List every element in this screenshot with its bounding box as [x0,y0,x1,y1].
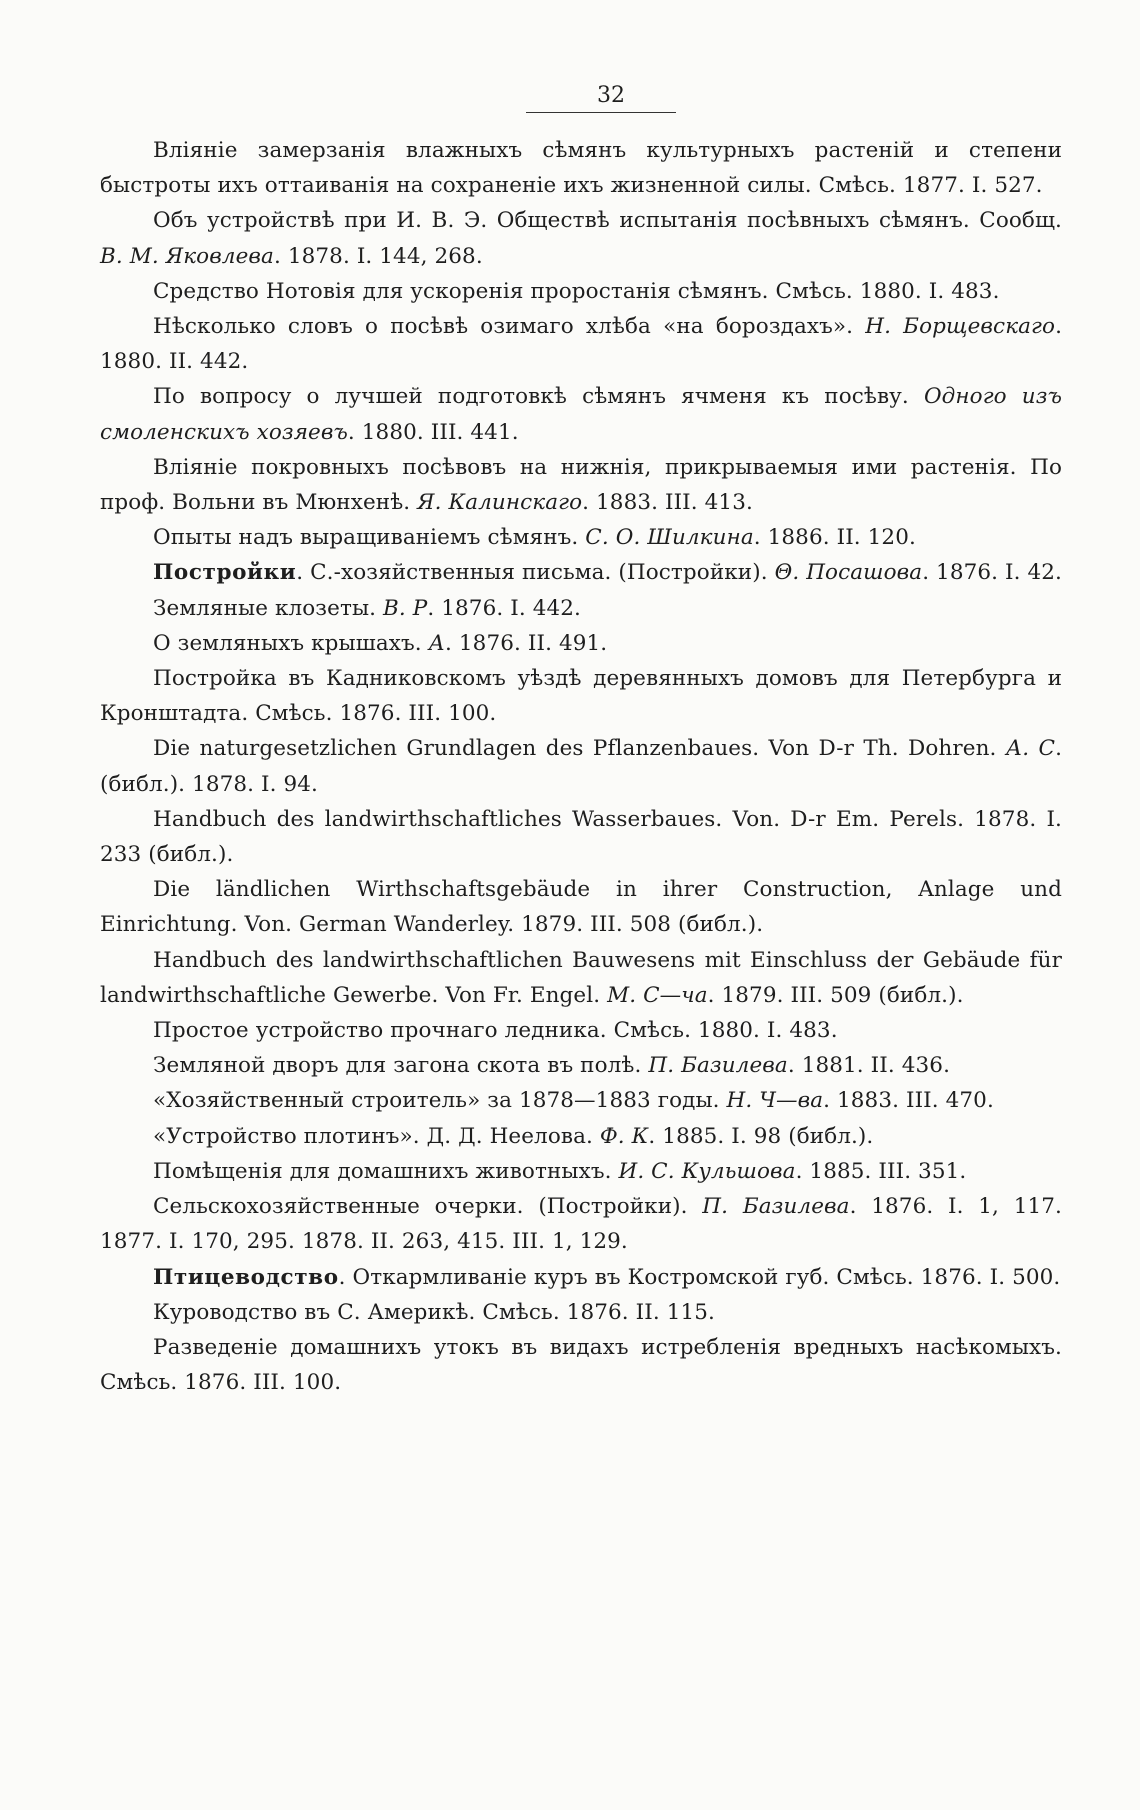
bibliography-entry [100,1295,1062,1330]
bibliography-entry [100,802,1062,872]
bibliography-entry [100,1189,1062,1259]
bibliography-entry [100,1013,1062,1048]
entry-text: «Устройство плотинъ». Д. Д. Неелова. [153,1123,600,1149]
bibliography-entry [100,203,1062,273]
bibliography-entry [100,133,1062,203]
page-number: 32 [597,83,625,108]
entry-text: Handbuch des landwirthschaftliches Wasserbaues. Von. D-r Em. Perels. 1878. I. 233 (библ.). [100,806,1062,868]
entry-citation: . 1876. II. 491. [445,630,608,656]
entry-author: Н. Ч—ва [726,1088,824,1114]
entry-citation: . 1883. III. 470. [823,1088,994,1114]
bibliography-entry [100,1154,1062,1189]
bibliography-entry [100,520,1062,555]
entry-text: Вліяніе замерзанія влажныхъ сѣмянъ культурныхъ растеній и степени быстроты ихъ оттаиванія на сохраненіе ихъ жизненной силы. Смѣсь. 1877. I. 527. [100,138,1062,199]
bibliography-entry [100,872,1062,942]
entry-text: . Откармливаніе куръ въ Костромской губ. Смѣсь. 1876. I. 500. [338,1264,1061,1290]
entry-text: Вліяніе покровныхъ посѣвовъ на нижнія, прикрываемыя ими растенія. По проф. Вольни въ Мюнхенѣ. [100,454,1062,516]
entry-author: Н. Борщевскаго [865,314,1056,340]
entry-text: Объ устройствѣ при И. В. Э. Обществѣ испытанія посѣвныхъ сѣмянъ. Сообщ. [153,208,1062,234]
bibliography-entry [100,626,1062,661]
entry-citation: . 1885. I. 98 (библ.). [648,1123,874,1149]
entry-citation: . 1879. III. 509 (библ.). [707,982,964,1008]
entry-text: Куроводство въ С. Америкѣ. Смѣсь. 1876. II. 115. [153,1299,715,1325]
bibliography-list [100,133,1062,1400]
entry-citation: . 1878. I. 144, 268. [273,243,483,269]
bibliography-entry [100,591,1062,626]
entry-author: Я. Калинскаго [417,490,583,516]
entry-text: Опыты надъ выращиваніемъ сѣмянъ. [153,525,586,551]
page-number-rule [526,112,676,113]
bibliography-entry [100,309,1062,379]
entry-author: Θ. Посашова [774,560,923,586]
entry-text: Разведеніе домашнихъ утокъ въ видахъ истребленія вредныхъ насѣкомыхъ. Смѣсь. 1876. III. 100. [100,1334,1062,1396]
entry-citation: . 1876. I. 42. [922,560,1062,586]
entry-author: А [428,630,446,656]
entry-text: Handbuch des landwirthschaftlichen Bauwesens mit Einschluss der Gebäude für landwirthschaftliche Gewerbe. Von Fr. Engel. [100,947,1062,1008]
bibliography-entry [100,274,1062,309]
entry-author: В. Р [383,595,428,621]
entry-author: А. С [1005,736,1056,762]
entry-author: П. Базилева [648,1053,788,1079]
entry-text: Нѣсколько словъ о посѣвѣ озимаго хлѣба «на бороздахъ». [153,314,866,340]
bibliography-entry [100,379,1062,449]
entry-citation: . 1883. III. 413. [582,490,753,516]
section-entry-poultry [100,1260,1062,1295]
entry-text: По вопросу о лучшей подготовкѣ сѣмянъ ячменя къ посѣву. [153,384,924,410]
section-heading: Постройки [153,560,297,586]
entry-text: «Хозяйственный строитель» за 1878—1883 годы. [153,1088,727,1114]
entry-author: Одного изъ смоленскихъ хозяевъ [100,384,1062,445]
entry-author: И. С. Кульшова [618,1158,796,1184]
bibliography-entry [100,731,1062,801]
bibliography-entry [100,661,1062,731]
bibliography-entry [100,1119,1062,1154]
entry-citation: . 1885. III. 351. [795,1158,967,1184]
entry-citation: . 1886. II. 120. [753,525,916,551]
entry-citation: . (библ.). 1878. I. 94. [100,736,1062,797]
entry-citation: . 1880. III. 441. [347,419,519,445]
section-heading: Птицеводство [153,1264,339,1290]
entry-citation: . 1881. II. 436. [787,1053,951,1079]
section-entry-buildings [100,555,1062,590]
bibliography-entry [100,1083,1062,1118]
bibliography-entry [100,450,1062,520]
entry-text: Простое устройство прочнаго ледника. Смѣсь. 1880. I. 483. [153,1018,838,1044]
entry-text: Земляной дворъ для загона скота въ полѣ. [153,1053,649,1079]
entry-text: Die ländlichen Wirthschaftsgebäude in ihrer Construction, Anlage und Einrichtung. Von. German Wanderley. 1879. III. 508 (библ.). [100,877,1062,938]
bibliography-entry [100,943,1062,1013]
entry-citation: . 1876. I. 1, 117. 1877. I. 170, 295. 1878. II. 263, 415. III. 1, 129. [100,1194,1062,1255]
bibliography-entry [100,1330,1062,1400]
entry-citation: . 1880. II. 442. [100,314,1062,375]
bibliography-entry [100,1048,1062,1083]
entry-author: В. М. Яковлева [100,243,274,269]
entry-text: Средство Нотовія для ускоренія проростанія сѣмянъ. Смѣсь. 1880. I. 483. [153,278,1000,304]
entry-author: М. С—ча [607,982,708,1008]
entry-text: Земляные клозеты. [153,595,384,621]
entry-text: Die naturgesetzlichen Grundlagen des Pflanzenbaues. Von D-r Th. Dohren. [153,736,1006,762]
entry-text: Постройка въ Кадниковскомъ уѣздѣ деревянныхъ домовъ для Петербурга и Кронштадта. Смѣсь. 1876. III. 100. [100,666,1062,727]
entry-text: Сельскохозяйственные очерки. (Постройки). [153,1194,703,1220]
entry-text: О земляныхъ крышахъ. [153,630,429,656]
entry-text: . С.-хозяйственныя письма. (Постройки). [296,560,775,586]
entry-text: Помѣщенія для домашнихъ животныхъ. [153,1158,619,1184]
entry-citation: . 1876. I. 442. [427,595,581,621]
entry-author: П. Базилева [702,1194,850,1220]
entry-author: С. О. Шилкина [585,525,754,551]
entry-author: Ф. К [599,1123,649,1149]
